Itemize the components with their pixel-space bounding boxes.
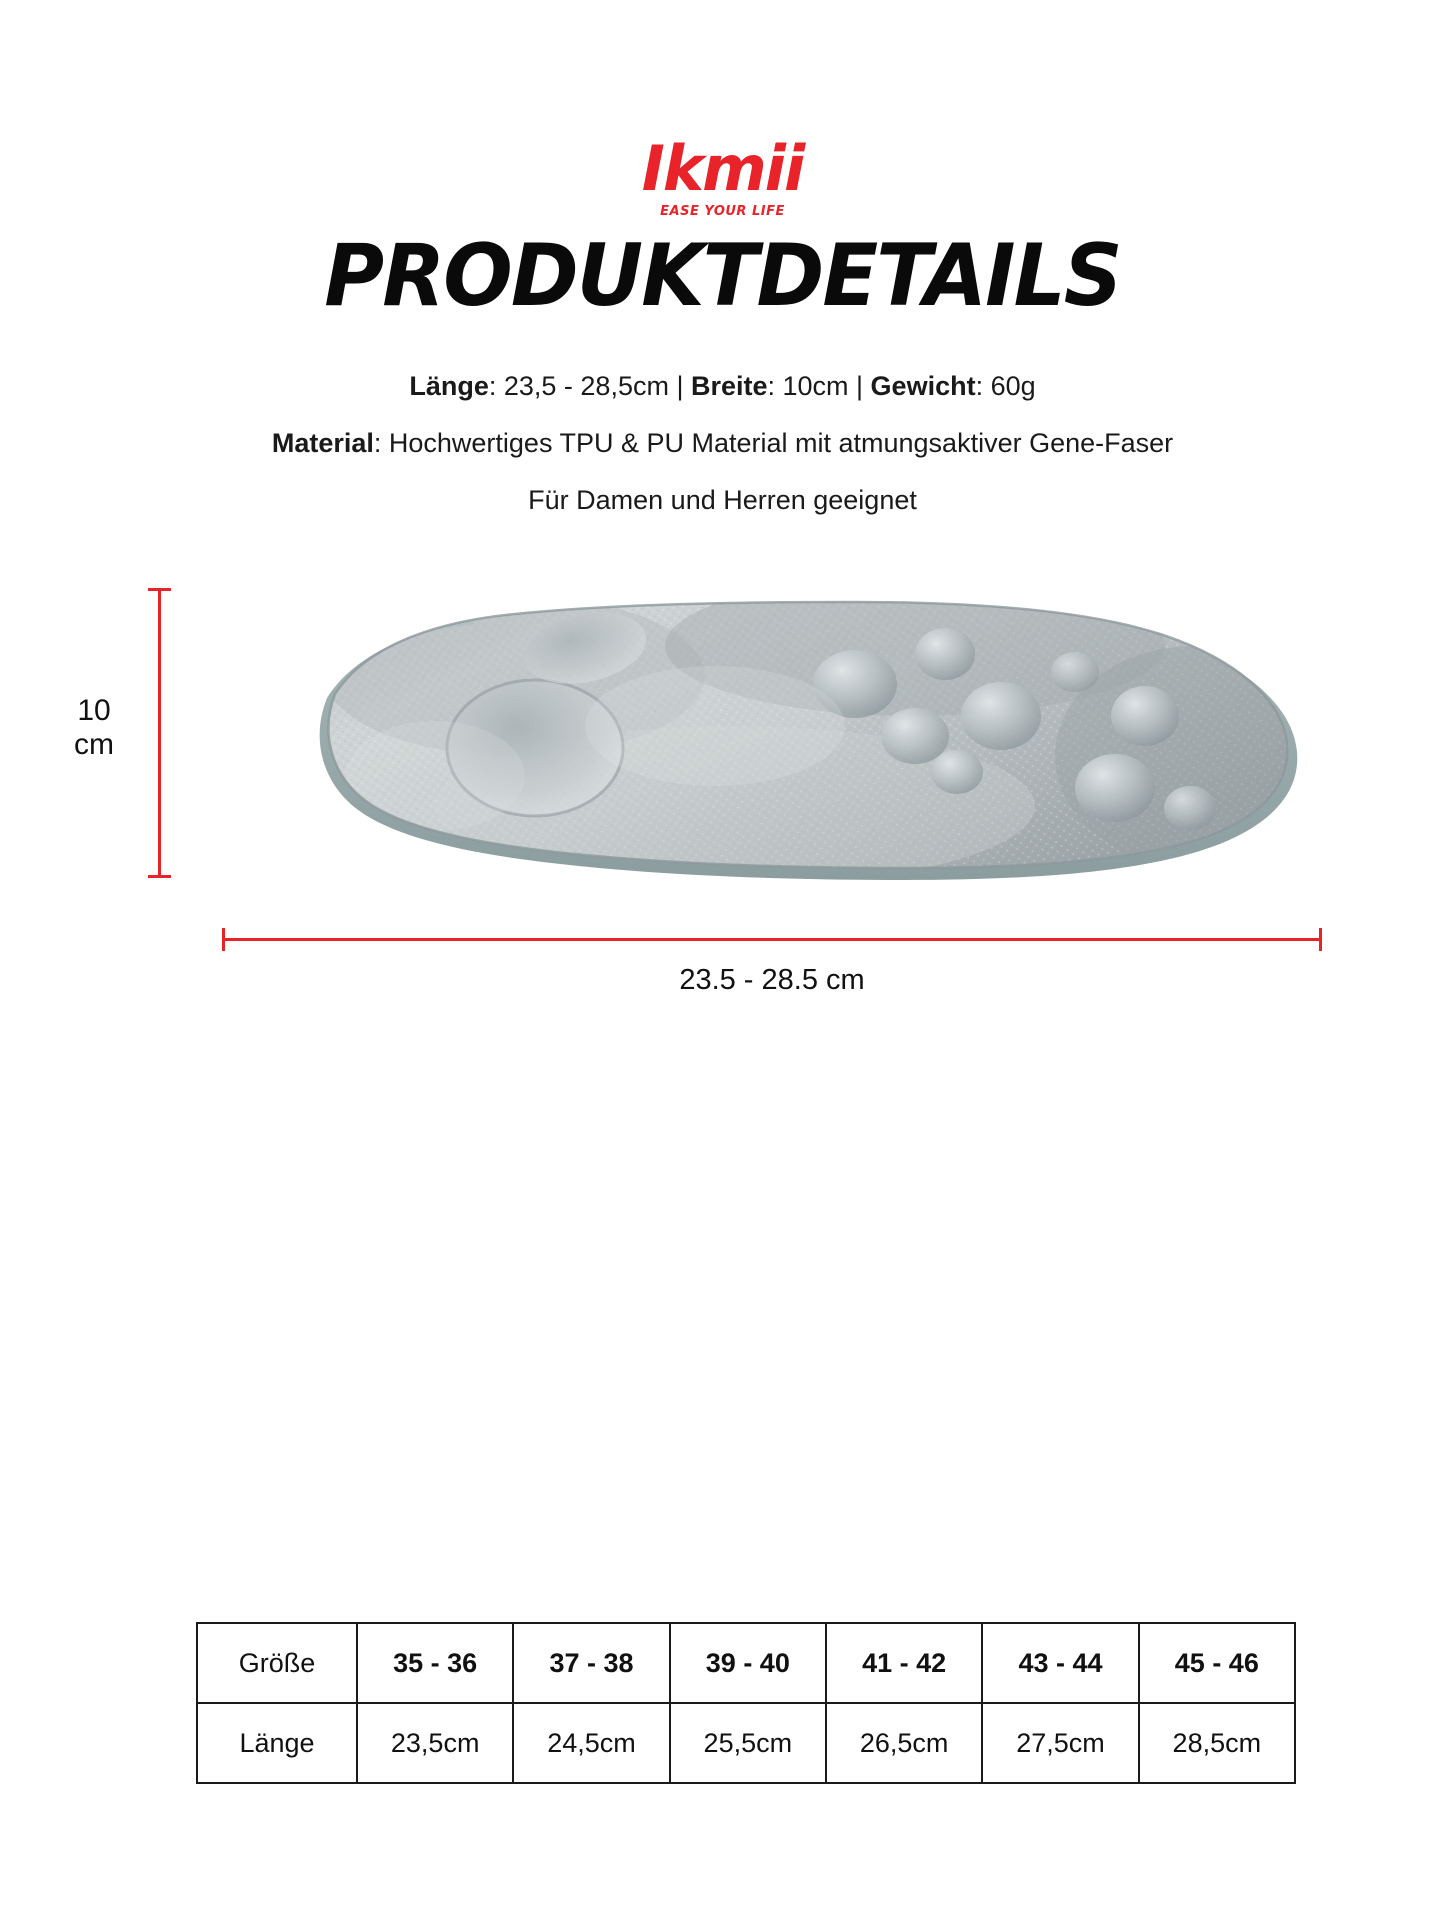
size-cell-5: 43 - 44: [982, 1623, 1138, 1703]
vertical-dimension-cap-top: [148, 588, 171, 591]
length-cell-6: 28,5cm: [1139, 1703, 1295, 1783]
spec-value-width: : 10cm |: [767, 370, 871, 401]
brand-block: [0, 0, 1445, 219]
horizontal-dimension-cap-right: [1319, 928, 1322, 951]
vertical-dimension-cap-bottom: [148, 875, 171, 878]
spec-label-length: Länge: [409, 370, 489, 401]
vertical-dimension-unit: cm: [74, 728, 114, 762]
spec-line-audience: Für Damen und Herren geeignet: [528, 484, 917, 515]
horizontal-dimension-bar: [222, 928, 1322, 996]
brand-logo: Ikmii: [641, 132, 804, 205]
length-cell-2: 24,5cm: [513, 1703, 669, 1783]
spec-value-weight: : 60g: [975, 370, 1036, 401]
horizontal-dimension-cap-left: [222, 928, 225, 951]
size-table-container: [196, 1622, 1296, 1784]
length-cell-4: 26,5cm: [826, 1703, 982, 1783]
spec-label-weight: Gewicht: [870, 370, 976, 401]
vertical-dimension-line: [158, 588, 161, 878]
spec-list: [0, 370, 1445, 515]
product-figure: [0, 576, 1445, 1096]
spec-label-width: Breite: [690, 370, 768, 401]
size-cell-1: 35 - 36: [357, 1623, 513, 1703]
row-label-length: Länge: [197, 1703, 357, 1783]
brand-tagline: EASE YOUR LIFE: [660, 204, 785, 219]
insole-illustration: [215, 576, 1335, 906]
spec-value-material: : Hochwertiges TPU & PU Material mit atmungsaktiver Gene-Faser: [373, 427, 1174, 458]
spec-line-material: [0, 427, 1445, 458]
spec-label-material: Material: [271, 427, 374, 458]
vertical-dimension-bar: [148, 588, 170, 878]
insole-image: [215, 576, 1335, 906]
length-cell-5: 27,5cm: [982, 1703, 1138, 1783]
horizontal-dimension-line: [222, 938, 1322, 941]
vertical-dimension-label: [48, 694, 140, 763]
table-row-length: [197, 1703, 1295, 1783]
spec-value-length: : 23,5 - 28,5cm |: [488, 370, 691, 401]
length-cell-3: 25,5cm: [670, 1703, 826, 1783]
horizontal-dimension-label: 23.5 - 28.5 cm: [679, 963, 865, 996]
size-cell-6: 45 - 46: [1139, 1623, 1295, 1703]
spec-line-dimensions: [0, 370, 1445, 401]
table-row-size: [197, 1623, 1295, 1703]
size-table: [196, 1622, 1296, 1784]
size-cell-4: 41 - 42: [826, 1623, 982, 1703]
size-cell-3: 39 - 40: [670, 1623, 826, 1703]
length-cell-1: 23,5cm: [357, 1703, 513, 1783]
vertical-dimension-value: 10: [77, 693, 111, 727]
page-title: PRODUKTDETAILS: [324, 226, 1121, 326]
row-label-size: Größe: [197, 1623, 357, 1703]
size-cell-2: 37 - 38: [513, 1623, 669, 1703]
